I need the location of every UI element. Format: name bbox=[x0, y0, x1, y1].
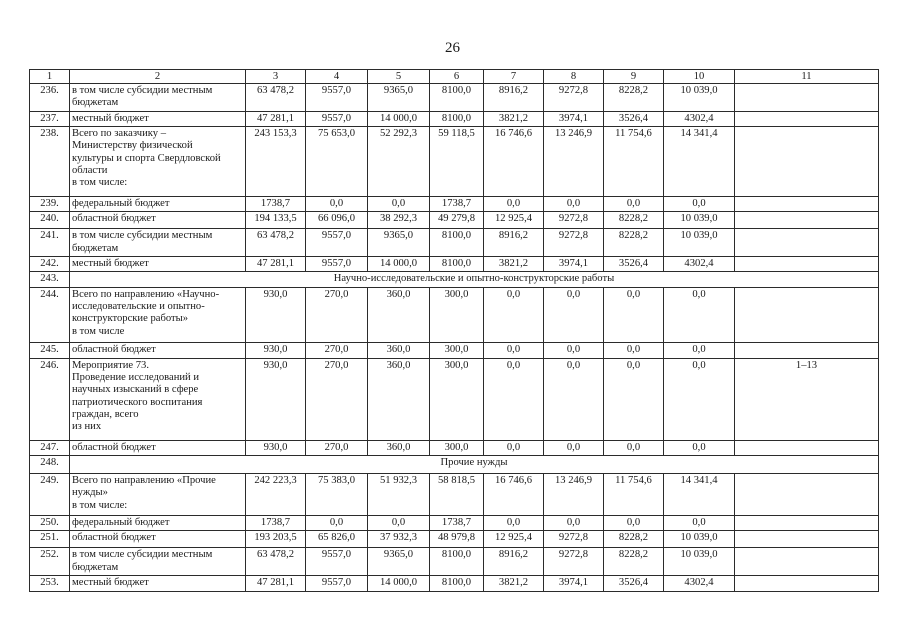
value-col-8: 3974,1 bbox=[544, 112, 604, 127]
section-title: Научно-исследовательские и опытно-конструкторские работы bbox=[70, 272, 879, 288]
value-col-7: 0,0 bbox=[484, 197, 544, 212]
description-line: бюджетам bbox=[72, 242, 119, 254]
table-row bbox=[30, 359, 879, 441]
budget-table bbox=[29, 69, 879, 592]
value-col-4: 75 653,0 bbox=[306, 127, 368, 197]
row-description bbox=[70, 531, 246, 548]
row-number: 244. bbox=[30, 288, 70, 343]
value-col-5: 360,0 bbox=[368, 359, 430, 441]
row-number: 249. bbox=[30, 474, 70, 516]
value-col-4: 75 383,0 bbox=[306, 474, 368, 516]
row-description bbox=[70, 359, 246, 441]
value-col-3: 243 153,3 bbox=[246, 127, 306, 197]
value-col-4: 65 826,0 bbox=[306, 531, 368, 548]
description-line: Всего по направлению «Научно- bbox=[72, 289, 220, 301]
value-col-4: 270,0 bbox=[306, 359, 368, 441]
value-col-6: 8100,0 bbox=[430, 84, 484, 112]
value-col-6: 8100,0 bbox=[430, 112, 484, 127]
description-line: бюджетам bbox=[72, 561, 119, 573]
header-col-10: 10 bbox=[664, 70, 735, 84]
value-col-9: 3526,4 bbox=[604, 112, 664, 127]
value-col-8: 3974,1 bbox=[544, 256, 604, 271]
row-number: 236. bbox=[30, 84, 70, 112]
note-cell bbox=[735, 343, 879, 359]
note-cell bbox=[735, 288, 879, 343]
value-col-8: 0,0 bbox=[544, 197, 604, 212]
description-line: научных изысканий в сфере bbox=[72, 384, 199, 396]
description-line: областной бюджет bbox=[72, 344, 156, 356]
value-col-6: 300,0 bbox=[430, 359, 484, 441]
row-number: 238. bbox=[30, 127, 70, 197]
row-description bbox=[70, 112, 246, 127]
value-col-8: 9272,8 bbox=[544, 531, 604, 548]
header-col-3: 3 bbox=[246, 70, 306, 84]
note-cell bbox=[735, 474, 879, 516]
note-cell bbox=[735, 127, 879, 197]
description-line: областной бюджет bbox=[72, 532, 156, 544]
description-line: областной бюджет bbox=[72, 213, 156, 225]
value-col-6: 59 118,5 bbox=[430, 127, 484, 197]
header-row bbox=[30, 70, 879, 84]
description-line: областной бюджет bbox=[72, 442, 156, 454]
value-col-8: 3974,1 bbox=[544, 576, 604, 592]
header-col-11: 11 bbox=[735, 70, 879, 84]
description-line: Министерству физической bbox=[72, 140, 193, 152]
section-row bbox=[30, 456, 879, 474]
description-line: в том числе субсидии местным bbox=[72, 549, 213, 561]
value-col-3: 47 281,1 bbox=[246, 576, 306, 592]
row-number: 253. bbox=[30, 576, 70, 592]
value-col-9: 0,0 bbox=[604, 516, 664, 531]
value-col-8: 9272,8 bbox=[544, 84, 604, 112]
table-row bbox=[30, 531, 879, 548]
value-col-9: 0,0 bbox=[604, 441, 664, 456]
value-col-3: 930,0 bbox=[246, 343, 306, 359]
value-col-7: 12 925,4 bbox=[484, 212, 544, 229]
note-cell: 1–13 bbox=[735, 359, 879, 441]
value-col-5: 14 000,0 bbox=[368, 576, 430, 592]
value-col-8: 0,0 bbox=[544, 359, 604, 441]
value-col-10: 10 039,0 bbox=[664, 212, 735, 229]
value-col-3: 63 478,2 bbox=[246, 229, 306, 256]
value-col-3: 930,0 bbox=[246, 288, 306, 343]
value-col-9: 8228,2 bbox=[604, 212, 664, 229]
value-col-7: 8916,2 bbox=[484, 229, 544, 256]
value-col-4: 9557,0 bbox=[306, 256, 368, 271]
description-line: федеральный бюджет bbox=[72, 198, 170, 210]
value-col-4: 9557,0 bbox=[306, 229, 368, 256]
row-number: 240. bbox=[30, 212, 70, 229]
value-col-10: 4302,4 bbox=[664, 576, 735, 592]
description-line: Всего по заказчику – bbox=[72, 128, 167, 140]
description-line: патриотического воспитания bbox=[72, 396, 203, 408]
value-col-4: 0,0 bbox=[306, 516, 368, 531]
row-description bbox=[70, 474, 246, 516]
value-col-3: 63 478,2 bbox=[246, 548, 306, 576]
description-line: конструкторские работы» bbox=[72, 313, 189, 325]
value-col-10: 10 039,0 bbox=[664, 229, 735, 256]
description-line: местный бюджет bbox=[72, 577, 149, 589]
value-col-10: 14 341,4 bbox=[664, 474, 735, 516]
value-col-5: 9365,0 bbox=[368, 548, 430, 576]
note-cell bbox=[735, 548, 879, 576]
table-row bbox=[30, 197, 879, 212]
row-number: 242. bbox=[30, 256, 70, 271]
value-col-6: 300,0 bbox=[430, 343, 484, 359]
value-col-3: 930,0 bbox=[246, 359, 306, 441]
value-col-7: 0,0 bbox=[484, 441, 544, 456]
note-cell bbox=[735, 516, 879, 531]
row-number: 237. bbox=[30, 112, 70, 127]
value-col-5: 51 932,3 bbox=[368, 474, 430, 516]
value-col-9: 3526,4 bbox=[604, 576, 664, 592]
row-description bbox=[70, 197, 246, 212]
value-col-8: 9272,8 bbox=[544, 548, 604, 576]
table-header bbox=[30, 70, 879, 84]
table-row bbox=[30, 576, 879, 592]
value-col-7: 3821,2 bbox=[484, 576, 544, 592]
value-col-5: 37 932,3 bbox=[368, 531, 430, 548]
note-cell bbox=[735, 84, 879, 112]
value-col-3: 1738,7 bbox=[246, 516, 306, 531]
value-col-3: 242 223,3 bbox=[246, 474, 306, 516]
table-row bbox=[30, 112, 879, 127]
value-col-4: 9557,0 bbox=[306, 84, 368, 112]
value-col-10: 0,0 bbox=[664, 343, 735, 359]
note-cell bbox=[735, 576, 879, 592]
value-col-10: 4302,4 bbox=[664, 256, 735, 271]
description-line: в том числе субсидии местным bbox=[72, 85, 213, 96]
value-col-7: 0,0 bbox=[484, 288, 544, 343]
value-col-8: 9272,8 bbox=[544, 229, 604, 256]
value-col-4: 0,0 bbox=[306, 197, 368, 212]
row-number: 239. bbox=[30, 197, 70, 212]
row-description bbox=[70, 127, 246, 197]
value-col-8: 13 246,9 bbox=[544, 127, 604, 197]
description-line: в том числе bbox=[72, 325, 125, 337]
value-col-5: 0,0 bbox=[368, 516, 430, 531]
value-col-4: 270,0 bbox=[306, 441, 368, 456]
value-col-5: 360,0 bbox=[368, 343, 430, 359]
value-col-4: 270,0 bbox=[306, 288, 368, 343]
value-col-8: 9272,8 bbox=[544, 212, 604, 229]
row-number: 246. bbox=[30, 359, 70, 441]
value-col-8: 13 246,9 bbox=[544, 474, 604, 516]
value-col-6: 1738,7 bbox=[430, 516, 484, 531]
description-line: исследовательские и опытно- bbox=[72, 301, 205, 313]
value-col-6: 8100,0 bbox=[430, 576, 484, 592]
table-row bbox=[30, 343, 879, 359]
row-number: 243. bbox=[30, 272, 70, 288]
value-col-6: 300,0 bbox=[430, 441, 484, 456]
row-description bbox=[70, 343, 246, 359]
value-col-10: 0,0 bbox=[664, 441, 735, 456]
description-line: в том числе: bbox=[72, 499, 128, 511]
value-col-5: 360,0 bbox=[368, 288, 430, 343]
value-col-3: 1738,7 bbox=[246, 197, 306, 212]
table-row bbox=[30, 229, 879, 256]
value-col-4: 9557,0 bbox=[306, 576, 368, 592]
value-col-3: 63 478,2 bbox=[246, 84, 306, 112]
header-col-4: 4 bbox=[306, 70, 368, 84]
description-line: нужды» bbox=[72, 487, 108, 499]
value-col-8: 0,0 bbox=[544, 343, 604, 359]
value-col-9: 11 754,6 bbox=[604, 127, 664, 197]
value-col-6: 49 279,8 bbox=[430, 212, 484, 229]
header-col-2: 2 bbox=[70, 70, 246, 84]
value-col-5: 9365,0 bbox=[368, 84, 430, 112]
value-col-7: 12 925,4 bbox=[484, 531, 544, 548]
note-cell bbox=[735, 229, 879, 256]
value-col-7: 8916,2 bbox=[484, 548, 544, 576]
description-line: Всего по направлению «Прочие bbox=[72, 475, 216, 487]
value-col-7: 0,0 bbox=[484, 343, 544, 359]
value-col-10: 14 341,4 bbox=[664, 127, 735, 197]
header-col-7: 7 bbox=[484, 70, 544, 84]
header-col-5: 5 bbox=[368, 70, 430, 84]
value-col-9: 8228,2 bbox=[604, 531, 664, 548]
row-number: 241. bbox=[30, 229, 70, 256]
value-col-10: 0,0 bbox=[664, 359, 735, 441]
table-row bbox=[30, 212, 879, 229]
value-col-7: 3821,2 bbox=[484, 256, 544, 271]
value-col-3: 193 203,5 bbox=[246, 531, 306, 548]
table-row bbox=[30, 441, 879, 456]
description-line: культуры и спорта Свердловской bbox=[72, 152, 221, 164]
table-row bbox=[30, 516, 879, 531]
description-line: местный бюджет bbox=[72, 113, 149, 124]
page-number: 26 bbox=[445, 40, 460, 56]
table-row bbox=[30, 474, 879, 516]
description-line: местный бюджет bbox=[72, 257, 149, 269]
value-col-10: 10 039,0 bbox=[664, 531, 735, 548]
value-col-7: 0,0 bbox=[484, 516, 544, 531]
value-col-5: 0,0 bbox=[368, 197, 430, 212]
note-cell bbox=[735, 197, 879, 212]
value-col-6: 48 979,8 bbox=[430, 531, 484, 548]
description-line: бюджетам bbox=[72, 97, 119, 109]
value-col-6: 1738,7 bbox=[430, 197, 484, 212]
section-row bbox=[30, 272, 879, 288]
value-col-6: 8100,0 bbox=[430, 229, 484, 256]
note-cell bbox=[735, 531, 879, 548]
value-col-3: 47 281,1 bbox=[246, 256, 306, 271]
section-title: Прочие нужды bbox=[70, 456, 879, 474]
description-line: Мероприятие 73. bbox=[72, 360, 149, 372]
value-col-4: 66 096,0 bbox=[306, 212, 368, 229]
description-line: области bbox=[72, 164, 108, 176]
value-col-10: 10 039,0 bbox=[664, 84, 735, 112]
value-col-5: 14 000,0 bbox=[368, 112, 430, 127]
value-col-8: 0,0 bbox=[544, 516, 604, 531]
row-description bbox=[70, 516, 246, 531]
description-line: из них bbox=[72, 421, 102, 433]
note-cell bbox=[735, 112, 879, 127]
note-cell bbox=[735, 212, 879, 229]
value-col-8: 0,0 bbox=[544, 288, 604, 343]
value-col-9: 0,0 bbox=[604, 359, 664, 441]
value-col-10: 0,0 bbox=[664, 288, 735, 343]
value-col-9: 0,0 bbox=[604, 343, 664, 359]
description-line: в том числе: bbox=[72, 177, 128, 189]
row-description bbox=[70, 229, 246, 256]
value-col-3: 47 281,1 bbox=[246, 112, 306, 127]
value-col-7: 16 746,6 bbox=[484, 474, 544, 516]
table-row bbox=[30, 548, 879, 576]
value-col-9: 3526,4 bbox=[604, 256, 664, 271]
value-col-5: 38 292,3 bbox=[368, 212, 430, 229]
value-col-6: 8100,0 bbox=[430, 548, 484, 576]
value-col-5: 360,0 bbox=[368, 441, 430, 456]
value-col-5: 9365,0 bbox=[368, 229, 430, 256]
row-number: 251. bbox=[30, 531, 70, 548]
table-row bbox=[30, 127, 879, 197]
value-col-7: 8916,2 bbox=[484, 84, 544, 112]
row-number: 250. bbox=[30, 516, 70, 531]
row-description bbox=[70, 84, 246, 112]
value-col-6: 300,0 bbox=[430, 288, 484, 343]
value-col-4: 9557,0 bbox=[306, 112, 368, 127]
value-col-10: 10 039,0 bbox=[664, 548, 735, 576]
description-line: в том числе субсидии местным bbox=[72, 230, 213, 242]
row-description bbox=[70, 548, 246, 576]
value-col-7: 16 746,6 bbox=[484, 127, 544, 197]
value-col-4: 270,0 bbox=[306, 343, 368, 359]
table-row bbox=[30, 288, 879, 343]
row-description bbox=[70, 212, 246, 229]
row-number: 248. bbox=[30, 456, 70, 474]
description-line: федеральный бюджет bbox=[72, 517, 170, 529]
value-col-8: 0,0 bbox=[544, 441, 604, 456]
row-description bbox=[70, 288, 246, 343]
table-row bbox=[30, 84, 879, 112]
row-description bbox=[70, 576, 246, 592]
header-col-8: 8 bbox=[544, 70, 604, 84]
table-body bbox=[30, 84, 879, 592]
value-col-7: 3821,2 bbox=[484, 112, 544, 127]
table-row bbox=[30, 256, 879, 271]
row-number: 252. bbox=[30, 548, 70, 576]
value-col-6: 58 818,5 bbox=[430, 474, 484, 516]
row-number: 247. bbox=[30, 441, 70, 456]
note-cell bbox=[735, 441, 879, 456]
value-col-5: 52 292,3 bbox=[368, 127, 430, 197]
value-col-6: 8100,0 bbox=[430, 256, 484, 271]
row-description bbox=[70, 441, 246, 456]
header-col-9: 9 bbox=[604, 70, 664, 84]
value-col-9: 8228,2 bbox=[604, 229, 664, 256]
description-line: граждан, всего bbox=[72, 408, 139, 420]
value-col-9: 0,0 bbox=[604, 288, 664, 343]
value-col-3: 194 133,5 bbox=[246, 212, 306, 229]
value-col-10: 0,0 bbox=[664, 516, 735, 531]
value-col-3: 930,0 bbox=[246, 441, 306, 456]
note-cell bbox=[735, 256, 879, 271]
value-col-4: 9557,0 bbox=[306, 548, 368, 576]
value-col-10: 4302,4 bbox=[664, 112, 735, 127]
value-col-5: 14 000,0 bbox=[368, 256, 430, 271]
description-line: Проведение исследований и bbox=[72, 372, 200, 384]
row-description bbox=[70, 256, 246, 271]
value-col-9: 8228,2 bbox=[604, 84, 664, 112]
value-col-9: 0,0 bbox=[604, 197, 664, 212]
value-col-9: 11 754,6 bbox=[604, 474, 664, 516]
value-col-7: 0,0 bbox=[484, 359, 544, 441]
value-col-9: 8228,2 bbox=[604, 548, 664, 576]
header-col-6: 6 bbox=[430, 70, 484, 84]
header-col-1: 1 bbox=[30, 70, 70, 84]
value-col-10: 0,0 bbox=[664, 197, 735, 212]
row-number: 245. bbox=[30, 343, 70, 359]
